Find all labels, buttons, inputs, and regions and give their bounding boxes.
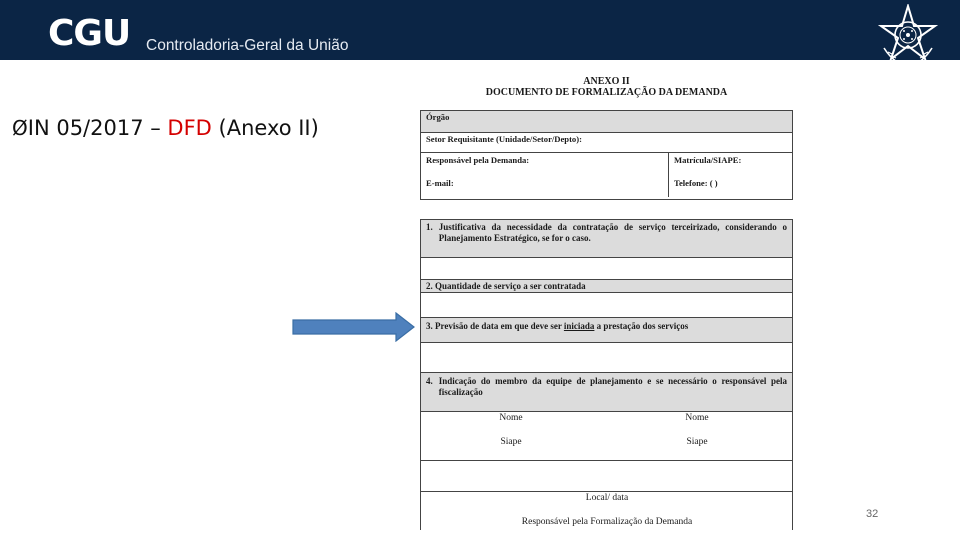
- section-3-answer: [421, 343, 792, 373]
- right-arrow-icon: [292, 312, 416, 342]
- section-3-underlined: iniciada: [563, 321, 595, 331]
- cgu-logo: CGU: [48, 13, 131, 54]
- sections-box: [420, 219, 793, 530]
- contact-row: [421, 153, 792, 199]
- responsavel-formalizacao-label: Responsável pela Formalização da Demanda: [521, 517, 693, 527]
- section-2: [421, 280, 792, 293]
- identification-box: [420, 110, 793, 200]
- section-1-answer: [421, 258, 792, 280]
- page-number: 32: [866, 508, 879, 520]
- section-1-number: 1.: [426, 222, 433, 232]
- telefone-field: Telefone: ( ): [674, 178, 718, 188]
- section-3-text-a: 3. Previsão de data em que deve ser: [426, 321, 564, 331]
- section-3-text-b: a prestação dos serviços: [594, 321, 689, 331]
- matricula-field: Matrícula/SIAPE:: [674, 155, 742, 165]
- section-4: [421, 373, 792, 412]
- section-2-title: 2. Quantidade de serviço a ser contratada: [426, 281, 586, 291]
- siape-right-label: Siape: [686, 437, 708, 447]
- section-1: [421, 220, 792, 258]
- responsavel-cell: [421, 153, 669, 197]
- title-prefix: IN 05/2017 –: [27, 116, 168, 140]
- section-4-title: Indicação do membro da equipe de planejamento e se necessário o responsável pela fiscalização: [438, 376, 787, 397]
- slide-title: [12, 114, 319, 142]
- brazil-coat-of-arms-icon: [874, 4, 942, 74]
- header-band: [0, 0, 960, 60]
- setor-field: Setor Requisitante (Unidade/Setor/Depto):: [421, 133, 792, 153]
- email-field: E-mail:: [426, 178, 454, 188]
- bullet-arrow-icon: Ø: [12, 116, 28, 140]
- title-highlight: DFD: [167, 116, 212, 140]
- signature-names-row: [421, 412, 792, 461]
- formalization-row: [421, 492, 792, 530]
- section-1-title: Justificativa da necessidade da contratação de serviço terceirizado, considerando o Planejamento Estratégico, se for o caso.: [438, 222, 787, 243]
- annex-title: ANEXO II: [583, 76, 630, 87]
- section-3: [421, 318, 792, 343]
- section-4-number: 4.: [426, 376, 433, 386]
- dfd-document: [420, 74, 793, 530]
- nome-left-label: Nome: [499, 413, 523, 423]
- matricula-cell: [669, 153, 792, 197]
- orgao-field: Órgão: [421, 111, 792, 133]
- blank-row: [421, 461, 792, 492]
- local-data-label: Local/ data: [585, 493, 629, 503]
- nome-right-label: Nome: [685, 413, 709, 423]
- title-suffix: (Anexo II): [211, 116, 319, 140]
- responsavel-field: Responsável pela Demanda:: [426, 155, 530, 165]
- section-2-answer: [421, 293, 792, 318]
- document-title: DOCUMENTO DE FORMALIZAÇÃO DA DEMANDA: [485, 87, 728, 98]
- siape-left-label: Siape: [500, 437, 522, 447]
- logo-subtitle: Controladoria-Geral da União: [146, 37, 349, 54]
- section-3-title: [426, 321, 787, 332]
